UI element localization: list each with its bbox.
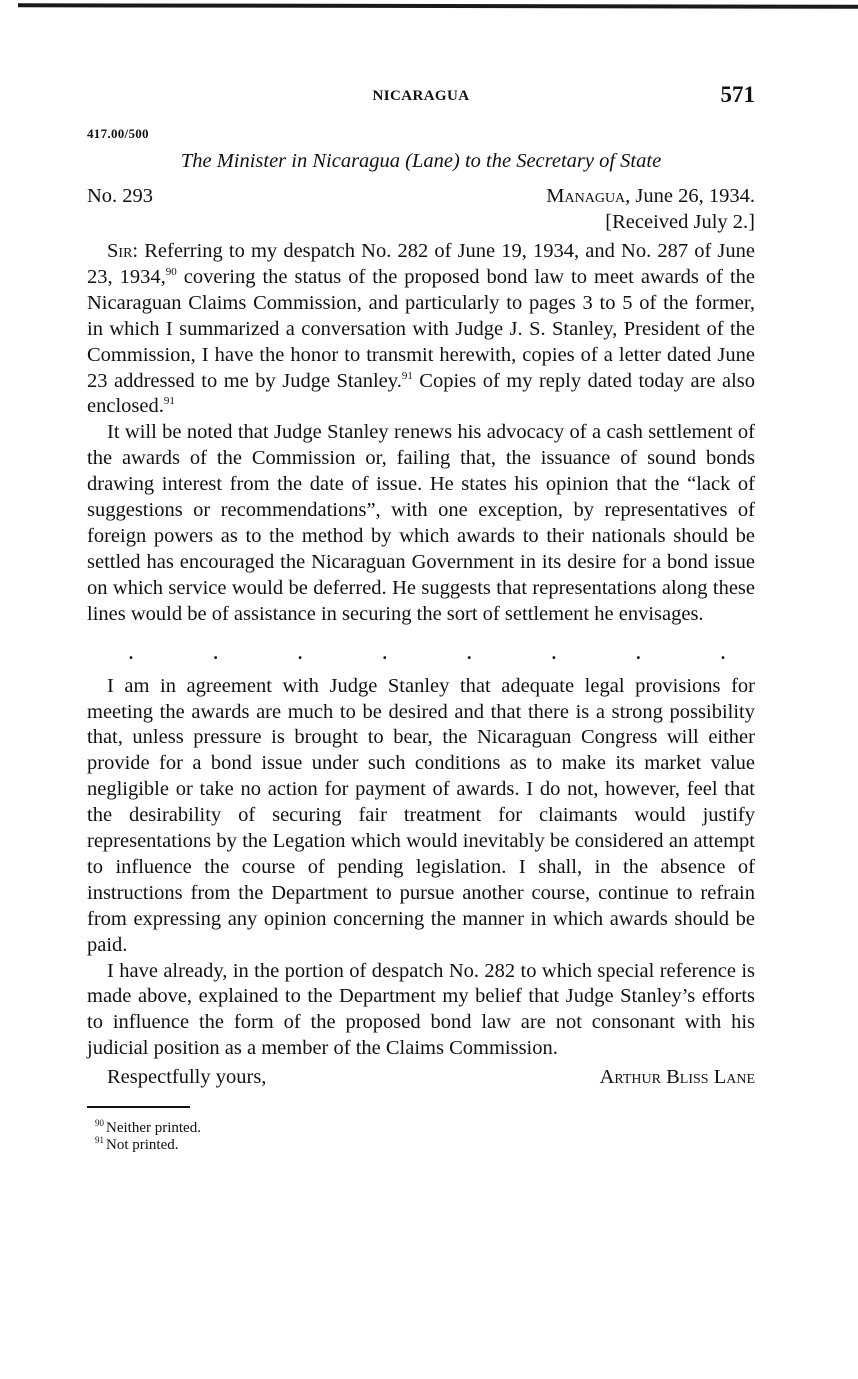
footnote-mark: 90 xyxy=(95,1118,104,1129)
received-date: [Received July 2.] xyxy=(605,211,755,233)
title-part-2: ) to the Secretary of State xyxy=(453,150,662,172)
paragraph-4: I have already, in the portion of despatch No. 282 to which special reference is made above, explained to the Department my belief that Judge Stanley’s efforts to influence the form of the proposed bond law are not consonant with his judicial position as a member of the Claims Commission. xyxy=(87,959,755,1060)
file-number: 417.00/500 xyxy=(87,126,149,141)
footnote-text: Not printed. xyxy=(106,1137,179,1154)
complimentary-close: Respectfully yours, xyxy=(107,1066,267,1089)
ellipsis-dot: . xyxy=(128,638,134,665)
page-number: 571 xyxy=(720,82,755,107)
document-title xyxy=(87,150,755,173)
paragraph-1 xyxy=(87,239,755,420)
paragraph-1-text-b: covering the status of the proposed bond law to meet awards of the Nicaraguan Claims Commission, and particularly to pages 3 to 5 of the former, in which I summarized a conversation with Judge J. S. Stanley, President of the Commission, I have the honor to transmit herewith, copies of a letter dated June 23 addressed to me by Judge Stanley. xyxy=(87,265,756,392)
despatch-number: No. 293 xyxy=(87,185,154,207)
paragraph-2: It will be noted that Judge Stanley renews his advocacy of a cash settlement of the awards of the Commission or, failing that, the issuance of sound bonds drawing interest from the date of issue. He states his opinion that the “lack of suggestions or recommendations”, with one exception, by representatives of foreign powers as to the method by which awards to their nationals should be settled has encouraged the Nicaraguan Government in its desire for a bond issue on which service would be deferred. He suggests that representations along these lines would be of assistance in securing the sort of settlement he envisages. xyxy=(87,421,755,625)
ellipsis-dot: . xyxy=(719,638,726,665)
footnote-text: Neither printed. xyxy=(106,1120,201,1137)
running-head: NICARAGUA xyxy=(372,88,470,104)
ellipsis-dot: . xyxy=(381,638,388,665)
signature: Arthur Bliss Lane xyxy=(599,1066,755,1089)
omission-ellipsis xyxy=(127,638,727,665)
document-page xyxy=(87,82,755,1154)
footnote-ref-91-second: 91 xyxy=(163,395,175,408)
ellipsis-dot: . xyxy=(212,638,219,665)
footnote-mark: 91 xyxy=(95,1135,104,1146)
salutation: Sir xyxy=(107,240,133,262)
footnote-90 xyxy=(87,1120,755,1137)
footnote-ref-90: 90 xyxy=(165,266,177,279)
paragraph-1-text-c: Copies of my reply dated today are also enclosed. xyxy=(87,369,755,418)
ellipsis-dot: . xyxy=(466,638,473,665)
ellipsis-dot: . xyxy=(550,638,557,665)
despatch-meta xyxy=(87,185,755,211)
title-name: Lane xyxy=(412,150,453,172)
footnote-rule xyxy=(87,1106,190,1108)
paragraph-3: I am in agreement with Judge Stanley that adequate legal provisions for meeting the awards are much to be desired and that there is a strong possibility that, unless pressure is brought to bear, the Nicaraguan Congress will either provide for a bond issue under such conditions as to make its market value negligible or take no action for payment of awards. I do not, however, feel that the desirability of securing fair treatment for claimants would justify representations by the Legation which would inevitably be considered an attempt to influence the course of pending legislation. I shall, in the absence of instructions from the Department to pursue another course, continue to refrain from expressing any opinion concerning the manner in which awards should be paid. xyxy=(87,674,755,956)
ellipsis-dot: . xyxy=(635,638,642,665)
top-rule xyxy=(18,3,858,8)
title-part-1: The Minister in Nicaragua ( xyxy=(180,150,412,172)
paragraph-1-text-a: : Referring to my despatch No. 282 of June 19, 1934, and No. 287 of June 23, 1934, xyxy=(87,240,755,288)
closing xyxy=(87,1066,755,1096)
footnotes xyxy=(87,1120,755,1154)
page-header xyxy=(87,82,755,120)
dateline-date: , June 26, 1934. xyxy=(625,185,755,207)
footnote-ref-91: 91 xyxy=(401,369,413,382)
footnote-91 xyxy=(87,1137,755,1154)
dateline-place: Managua xyxy=(546,185,626,207)
dateline xyxy=(546,185,755,208)
ellipsis-dot: . xyxy=(297,638,304,665)
